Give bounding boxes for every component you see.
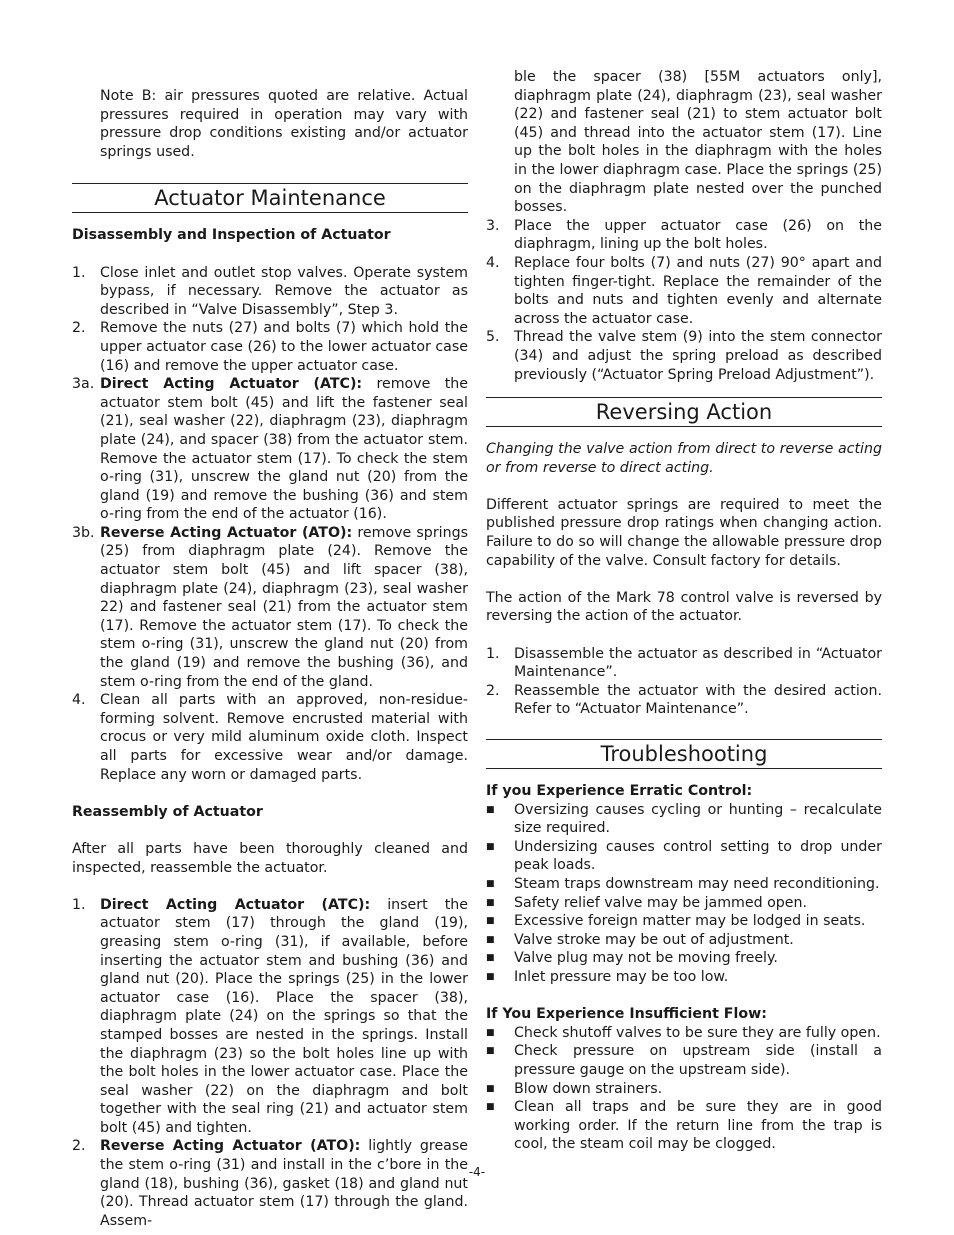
list-item: ■ Safety relief valve may be jammed open. bbox=[486, 894, 808, 911]
bullet-square-icon: ■ bbox=[486, 934, 495, 945]
reversing-action-heading: Reversing Action bbox=[486, 397, 882, 427]
list-item: ■ Excessive foreign matter may be lodged in seats. bbox=[486, 913, 866, 930]
list-item: ■ Valve stroke may be out of adjustment. bbox=[486, 931, 794, 948]
list-item: 3b. Reverse Acting Actuator (ATO): remove springs (25) from diaphragm plate (24). Remove the actuator stem bolt (45) and lift spacer (38), diaphragm plate (24), diaphragm (23), seal washer 22) and fastener seal (21) from the actuator stem (17). Remove the actuator stem (17). To check the stem o-ring (31), unscrew the gland nut (20) from the gland (19) and remove the bushing (36), and stem o-ring from the end of the gland. bbox=[72, 524, 468, 690]
note-b: Note B: air pressures quoted are relative. Actual pressures required in operation may vary with pressure drop conditions existing and/or actuator springs used. bbox=[100, 88, 468, 160]
disassembly-heading: Disassembly and Inspection of Actuator bbox=[72, 227, 391, 244]
list-item: 3a. Direct Acting Actuator (ATC): remove the actuator stem bolt (45) and lift the fastener seal (21), seal washer (22), diaphragm (23), diaphragm plate (24), and spacer (38) from the actuator stem. Remove the actuator stem (17). To check the stem o-ring (31), unscrew the gland nut (20) from the gland (19) and remove the bushing (36) and stem o-ring from the end of the actuator (16). bbox=[72, 376, 468, 523]
erratic-control-heading: If you Experience Erratic Control: bbox=[486, 783, 753, 799]
right-column bbox=[486, 68, 882, 1154]
bullet-square-icon: ■ bbox=[486, 841, 495, 852]
list-item: ■ Valve plug may not be moving freely. bbox=[486, 950, 778, 967]
reversing-paragraph-1: Different actuator springs are required to meet the published pressure drop ratings when changing action. Failure to do so will change the allowable pressure drop capability of the valve. Consult factory for details. bbox=[486, 496, 882, 569]
reassembly-steps-continued bbox=[486, 68, 882, 384]
list-item: ■ Blow down strainers. bbox=[486, 1080, 663, 1097]
disassembly-steps bbox=[72, 264, 468, 785]
list-item: ■ Clean all traps and be sure they are in good working order. If the return line from the trap is cool, the steam coil may be clogged. bbox=[486, 1099, 882, 1153]
list-item: 2. Reverse Acting Actuator (ATO): lightly grease the stem o-ring (31) and install in the c’bore in the gland (18), bushing (36), gasket (18) and gland nut (20). Thread actuator stem (17) through the gland. Assem- bbox=[72, 1138, 468, 1229]
bullet-square-icon: ■ bbox=[486, 897, 495, 908]
list-item: 4. Replace four bolts (7) and nuts (27) 90° apart and tighten finger-tight. Replace the remainder of the bolts and nuts and tighten evenly and alternate across the actuator case. bbox=[486, 254, 882, 327]
bullet-square-icon: ■ bbox=[486, 953, 495, 964]
bullet-square-icon: ■ bbox=[486, 1102, 495, 1113]
insufficient-flow-list bbox=[486, 1024, 882, 1154]
reassembly-steps bbox=[72, 896, 468, 1231]
bullet-square-icon: ■ bbox=[486, 1046, 495, 1057]
reversing-steps bbox=[486, 645, 882, 719]
list-item: ■ Oversizing causes cycling or hunting – recalculate size required. bbox=[486, 801, 882, 837]
page-number: -4- bbox=[468, 1165, 486, 1179]
list-item: 1. Direct Acting Actuator (ATC): insert the actuator stem (17) through the gland (19), greasing stem o-ring (31), if available, before inserting the actuator stem and bushing (36) and gland nut (20). Place the springs (25) in the lower actuator case (16). Place the spacer (38), diaphragm plate (24) on the springs so that the stamped bosses are nested in the springs. Install the diaphragm (23) so the bolt holes line up with the bolt holes in the lower actuator case. Place the seal washer (22) on the diaphragm and bolt together with the seal ring (21) and actuator stem bolt (45) and tighten. bbox=[72, 896, 468, 1136]
list-item: 2. Reassemble the actuator with the desired action. Refer to “Actuator Maintenance”. bbox=[486, 682, 882, 718]
reversing-paragraph-2: The action of the Mark 78 control valve is reversed by reversing the action of the actuator. bbox=[486, 589, 882, 625]
list-item: ■ Undersizing causes control setting to drop under peak loads. bbox=[486, 838, 882, 874]
erratic-control-list bbox=[486, 801, 882, 987]
insufficient-flow-heading: If You Experience Insufficient Flow: bbox=[486, 1006, 767, 1023]
reassembly-intro: After all parts have been thoroughly cleaned and inspected, reassemble the actuator. bbox=[72, 840, 468, 876]
list-item: ■ Inlet pressure may be too low. bbox=[486, 968, 729, 985]
list-item: 3. Place the upper actuator case (26) on the diaphragm, lining up the bolt holes. bbox=[486, 217, 882, 253]
bullet-square-icon: ■ bbox=[486, 878, 495, 889]
list-item: ble the spacer (38) [55M actuators only], diaphragm plate (24), diaphragm (23), seal washer (22) and fastener seal (21) to stem actuator bolt (45) and thread into the actuator stem (17). Line up the bolt holes in the diaphragm with the holes in the lower diaphragm case. Place the springs (25) on the diaphragm plate nested over the punched bosses. bbox=[514, 69, 882, 216]
left-column bbox=[72, 68, 468, 1230]
bullet-square-icon: ■ bbox=[486, 1027, 495, 1038]
list-item: 5. Thread the valve stem (9) into the stem connector (34) and adjust the spring preload as described previously (“Actuator Spring Preload Adjustment”). bbox=[486, 329, 882, 383]
actuator-maintenance-heading: Actuator Maintenance bbox=[72, 183, 468, 213]
reversing-italic-intro: Changing the valve action from direct to reverse acting or from reverse to direct acting. bbox=[486, 441, 882, 476]
list-item: ■ Check shutoff valves to be sure they are fully open. bbox=[486, 1024, 881, 1041]
list-item: ■ Check pressure on upstream side (install a pressure gauge on the upstream side). bbox=[486, 1043, 882, 1078]
troubleshooting-heading: Troubleshooting bbox=[486, 739, 882, 769]
list-item: 1. Close inlet and outlet stop valves. Operate system bypass, if necessary. Remove the actuator as described in “Valve Disassembly”, Step 3. bbox=[72, 264, 468, 318]
bullet-square-icon: ■ bbox=[486, 804, 495, 815]
reassembly-heading: Reassembly of Actuator bbox=[72, 803, 263, 820]
list-item: ■ Steam traps downstream may need reconditioning. bbox=[486, 875, 880, 892]
list-item: 4. Clean all parts with an approved, non-residue-forming solvent. Remove encrusted material with crocus or very mild aluminum oxide cloth. Inspect all parts for excessive wear and/or damage. Replace any worn or damaged parts. bbox=[72, 692, 468, 783]
bullet-square-icon: ■ bbox=[486, 916, 495, 927]
bullet-square-icon: ■ bbox=[486, 1083, 495, 1094]
bullet-square-icon: ■ bbox=[486, 971, 495, 982]
list-item: 1. Disassemble the actuator as described in “Actuator Maintenance”. bbox=[486, 645, 882, 681]
list-item: 2. Remove the nuts (27) and bolts (7) which hold the upper actuator case (26) to the lower actuator case (16) and remove the upper actuator case. bbox=[72, 320, 468, 374]
